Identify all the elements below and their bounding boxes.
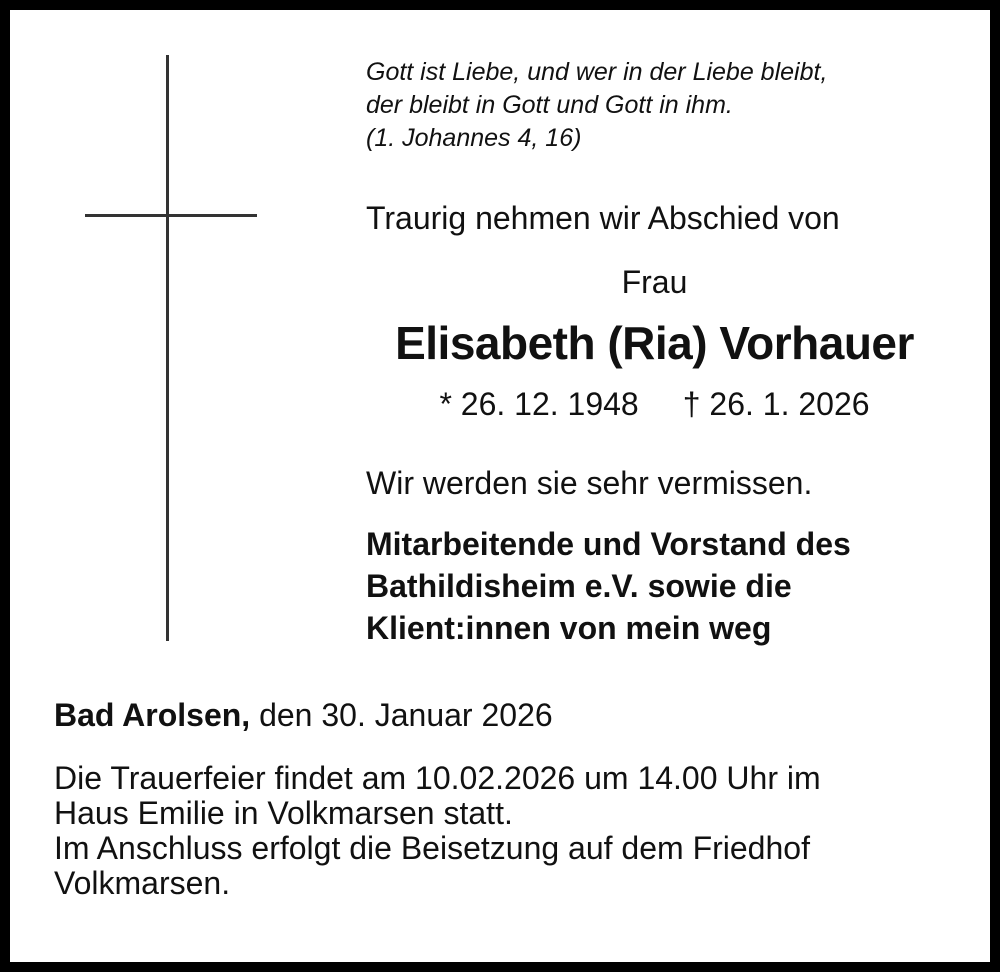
ceremony-info [54, 761, 954, 901]
salutation: Frau [621, 264, 688, 300]
life-dates [366, 386, 943, 423]
miss-statement: Wir werden sie sehr vermissen. [366, 465, 813, 501]
place-city: Bad Arolsen, [54, 697, 251, 733]
bible-verse [366, 56, 966, 155]
signers [366, 523, 966, 649]
signer-line: Bathildisheim e.V. sowie die [366, 568, 792, 604]
verse-line: (1. Johannes 4, 16) [366, 124, 582, 152]
obituary-card [10, 10, 990, 962]
farewell-intro: Traurig nehmen wir Abschied von [366, 200, 840, 236]
deceased-name: Elisabeth (Ria) Vorhauer [395, 317, 914, 369]
cross-icon-horizontal [85, 214, 257, 217]
verse-line: Gott ist Liebe, und wer in der Liebe bleibt, [366, 58, 828, 86]
death-date: † 26. 1. 2026 [682, 386, 870, 422]
cross-icon-vertical [166, 55, 169, 641]
place-date: den 30. Januar 2026 [250, 697, 553, 733]
info-line: Haus Emilie in Volkmarsen statt. [54, 795, 513, 831]
info-line: Volkmarsen. [54, 865, 231, 901]
info-line: Die Trauerfeier findet am 10.02.2026 um 14.00 Uhr im [54, 760, 821, 796]
signer-line: Mitarbeitende und Vorstand des [366, 526, 851, 562]
verse-line: der bleibt in Gott und Gott in ihm. [366, 91, 733, 119]
info-line: Im Anschluss erfolgt die Beisetzung auf dem Friedhof [54, 830, 810, 866]
birth-date: * 26. 12. 1948 [439, 386, 639, 422]
place-and-date [54, 697, 553, 734]
signer-line: Klient:innen von mein weg [366, 610, 772, 646]
